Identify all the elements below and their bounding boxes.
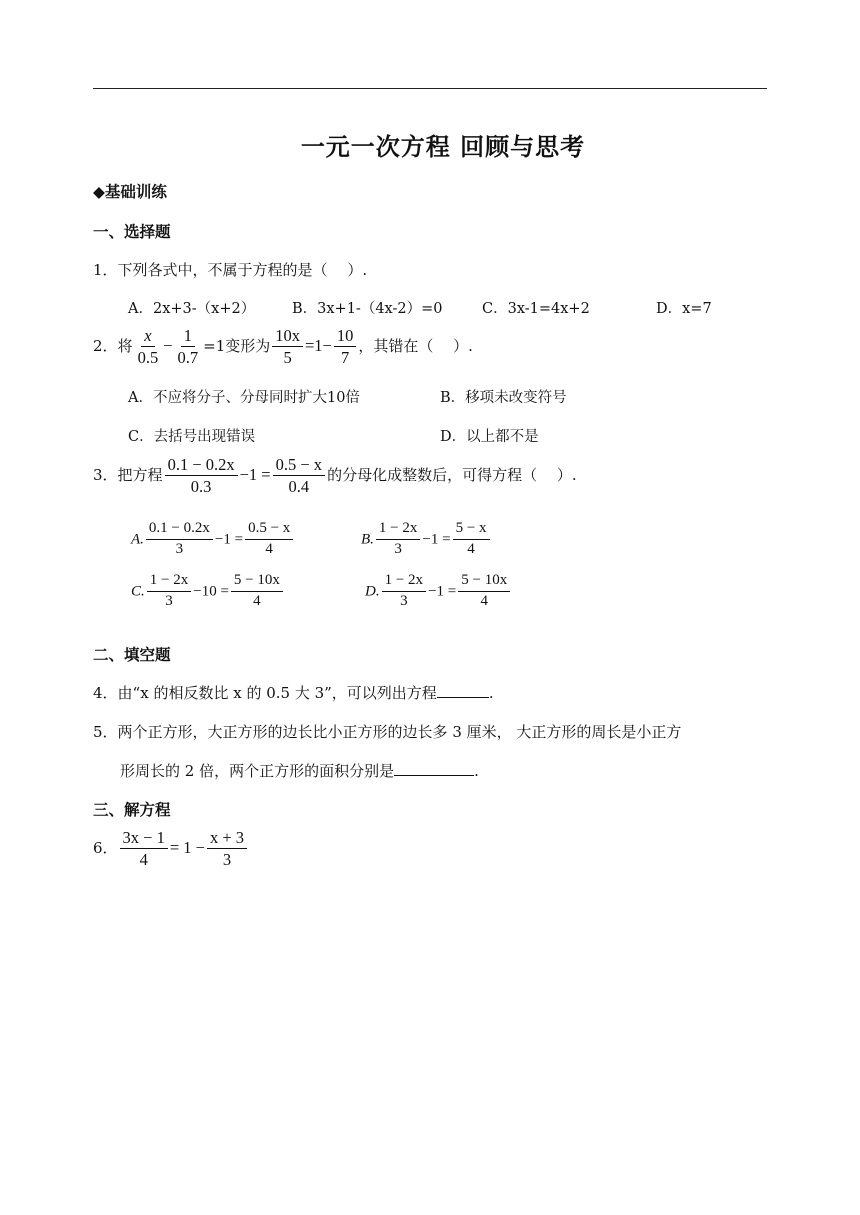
fraction-numerator: 0.1 − 0.2x [165,456,238,476]
fraction-denominator: 3 [165,592,173,609]
fraction-denominator: 4 [480,592,488,609]
option-middle: −1 = [214,531,244,548]
q1-option-d: D．x=7 [656,301,712,317]
basic-training-heading: ◆基础训练 [93,183,167,201]
q6-fraction-1 [120,829,168,869]
fraction-denominator: 7 [341,348,350,368]
fraction-denominator: 5 [283,348,292,368]
period: . [474,762,479,780]
fraction-numerator: 1 − 2x [147,573,191,592]
period: . [488,684,494,702]
fraction-denominator: 4 [265,540,273,557]
q3-prefix: 把方程 [117,465,163,484]
option-fraction-1 [146,521,213,558]
q3-option-d [365,573,512,610]
option-fraction-2 [245,521,293,558]
fraction-numerator: 1 [181,327,195,347]
question-2: 2．将 $\frac{x}{0.5}$ − $\frac{1}{0.7}$ =1变形为 $\frac{10x}{5}$ =1− $\frac{10}{7}$ ，其错在（ ）. [93,326,473,368]
q3-option-c [131,573,285,610]
question-5-line-2 [120,760,479,781]
answer-blank[interactable] [437,696,489,698]
fraction-denominator: 0.5 [137,348,159,368]
fraction-denominator: 4 [253,592,261,609]
q2-middle-1: =1变形为 [203,336,271,355]
fraction-denominator: 0.4 [288,477,310,497]
fraction-numerator: 5 − x [453,521,490,540]
fraction-denominator: 3 [222,850,232,870]
fraction-numerator: 1 − 2x [382,573,426,592]
question-text: 两个正方形，大正方形的边长比小正方形的边长多 3 厘米， 大正方形的周长是小正方 [117,723,682,741]
q1-option-c: C．3x-1=4x+2 [482,301,590,317]
q2-option-d: D．以上都不是 [440,429,539,445]
option-label: C. [131,583,145,600]
q3-suffix: 的分母化成整数后，可得方程（ ）. [327,465,577,484]
fraction-numerator: 0.5 − x [273,456,325,476]
section-fill-heading: 二、填空题 [93,646,171,664]
option-middle: −1 = [422,531,451,548]
question-number: 1． [93,261,118,279]
q3-option-b [361,521,492,558]
q2-option-c: C．去括号出现错误 [128,429,256,445]
q2-prefix: 将 [117,336,133,355]
option-label: D. [365,583,380,600]
fraction-numerator: 10x [272,327,303,347]
fraction-denominator: 4 [139,850,148,870]
header-rule [93,88,767,89]
question-5-line-1 [93,721,681,742]
q2-fraction-3 [272,327,303,367]
q2-option-b: B．移项未改变符号 [440,390,567,406]
option-label: A. [131,531,144,548]
q2-option-a: A．不应将分子、分母同时扩大10倍 [128,390,360,406]
q6-middle: = 1 − [169,837,205,857]
fraction-numerator: 0.1 − 0.2x [146,521,213,540]
option-fraction-1 [382,573,426,610]
fraction-denominator: 4 [467,540,475,557]
q3-middle: −1 = [239,464,271,484]
question-number: 5． [93,723,118,741]
q2-fraction-1 [135,327,162,367]
section-solve-heading: 三、解方程 [93,801,171,819]
section-choice-heading: 一、选择题 [93,223,171,241]
fraction-denominator: 3 [400,592,408,609]
question-1 [93,259,367,280]
answer-blank[interactable] [394,774,474,776]
q2-fraction-2 [175,327,202,367]
fraction-denominator: 0.3 [190,477,212,497]
q1-option-b: B．3x+1-（4x-2）=0 [292,301,443,317]
option-fraction-1 [147,573,191,610]
question-3 [93,456,577,496]
q2-fraction-4 [334,327,357,367]
option-middle: −1 = [428,583,457,600]
fraction-denominator: 0.7 [177,348,199,368]
option-fraction-2 [453,521,490,558]
option-fraction-1 [376,521,420,558]
q1-option-a: A．2x+3-（x+2） [128,301,256,317]
q2-suffix: ，其错在（ ）. [358,336,473,355]
question-number: 3． [93,465,118,484]
fraction-numerator: 5 − 10x [231,573,283,592]
fraction-numerator: 0.5 − x [245,521,293,540]
option-middle: −10 = [193,583,229,600]
q3-fraction-1 [165,456,238,496]
question-4 [93,682,494,703]
question-6 [93,829,249,869]
question-number: 2． [93,336,118,355]
q2-middle-2: =1− [305,335,332,355]
fraction-numerator: 5 − 10x [458,573,510,592]
question-number: 4． [93,684,118,702]
q3-option-a [131,521,295,558]
fraction-denominator: 3 [175,540,184,557]
fraction-numerator: 1 − 2x [376,521,420,540]
fraction-numerator: x + 3 [207,829,247,849]
fraction-numerator: 3x − 1 [120,829,168,849]
question-text: 下列各式中，不属于方程的是（ ）. [117,261,368,279]
option-fraction-2 [231,573,283,610]
page-title: 一元一次方程 回顾与思考 [300,133,586,161]
fraction-numerator: x [141,327,154,347]
option-fraction-2 [458,573,510,610]
q3-fraction-2 [273,456,325,496]
question-number: 6． [93,838,118,857]
question-text: 由“x 的相反数比 x 的 0.5 大 3”，可以列出方程 [117,684,437,702]
option-label: B. [361,531,374,548]
question-text-continued: 形周长的 2 倍，两个正方形的面积分别是 [120,762,395,780]
q6-fraction-2 [207,829,247,869]
fraction-numerator: 10 [334,327,357,347]
fraction-denominator: 3 [394,540,402,557]
